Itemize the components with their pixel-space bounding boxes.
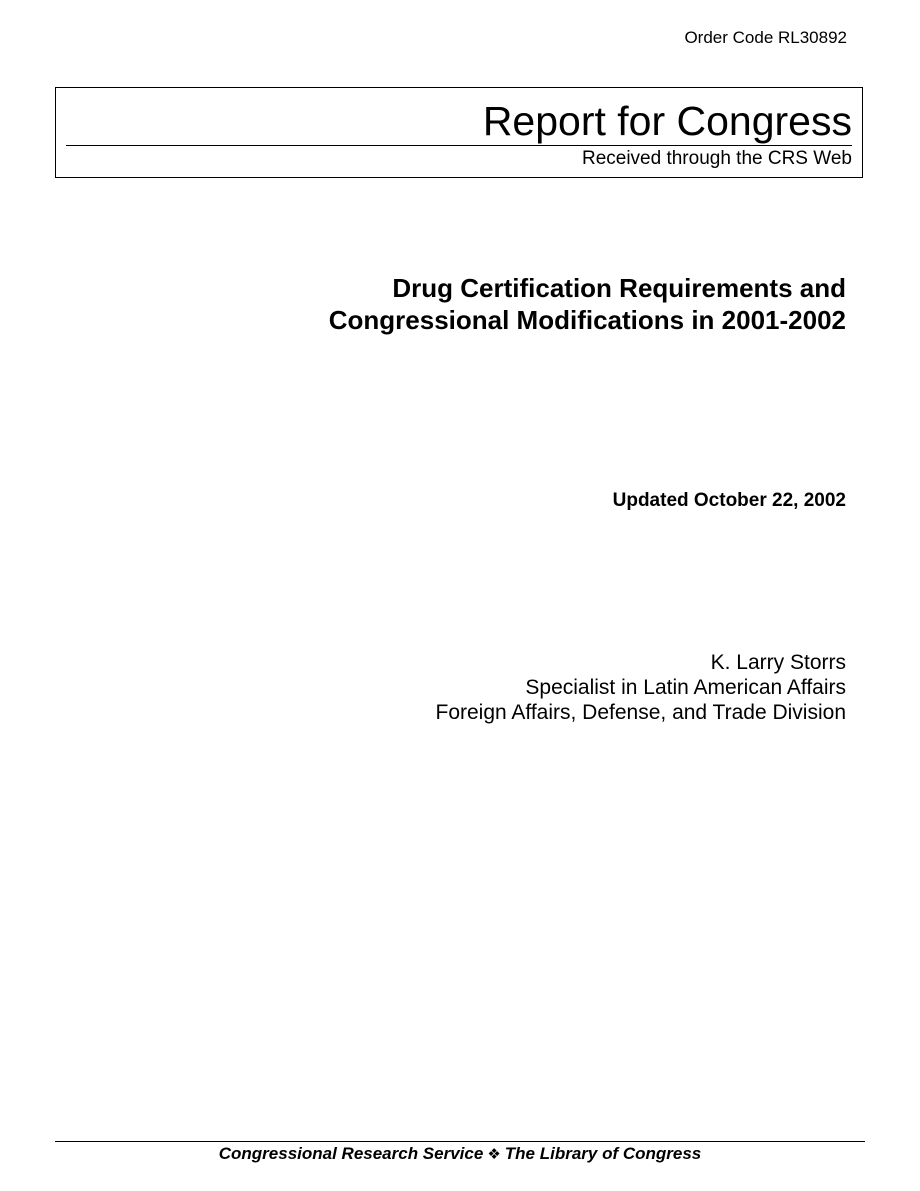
report-title: [329, 272, 846, 336]
author-position: Specialist in Latin American Affairs: [525, 676, 846, 699]
author-name: K. Larry Storrs: [710, 651, 846, 674]
report-title-line-1: Drug Certification Requirements and: [392, 273, 846, 303]
report-header-title: Report for Congress: [482, 98, 852, 144]
four-diamonds-icon: ❖: [487, 1145, 501, 1163]
author-block: [436, 650, 847, 725]
updated-date: Updated October 22, 2002: [612, 490, 846, 511]
footer-divider: [55, 1141, 865, 1142]
footer-loc: The Library of Congress: [504, 1144, 702, 1163]
report-header-subtitle: Received through the CRS Web: [581, 148, 852, 169]
order-code: Order Code RL30892: [684, 28, 847, 47]
footer: [55, 1143, 865, 1165]
header-divider: [66, 145, 852, 146]
report-title-line-2: Congressional Modifications in 2001-2002: [328, 305, 846, 335]
footer-crs: Congressional Research Service: [218, 1144, 484, 1163]
report-header-box: [55, 87, 863, 178]
author-division: Foreign Affairs, Defense, and Trade Division: [435, 701, 846, 724]
